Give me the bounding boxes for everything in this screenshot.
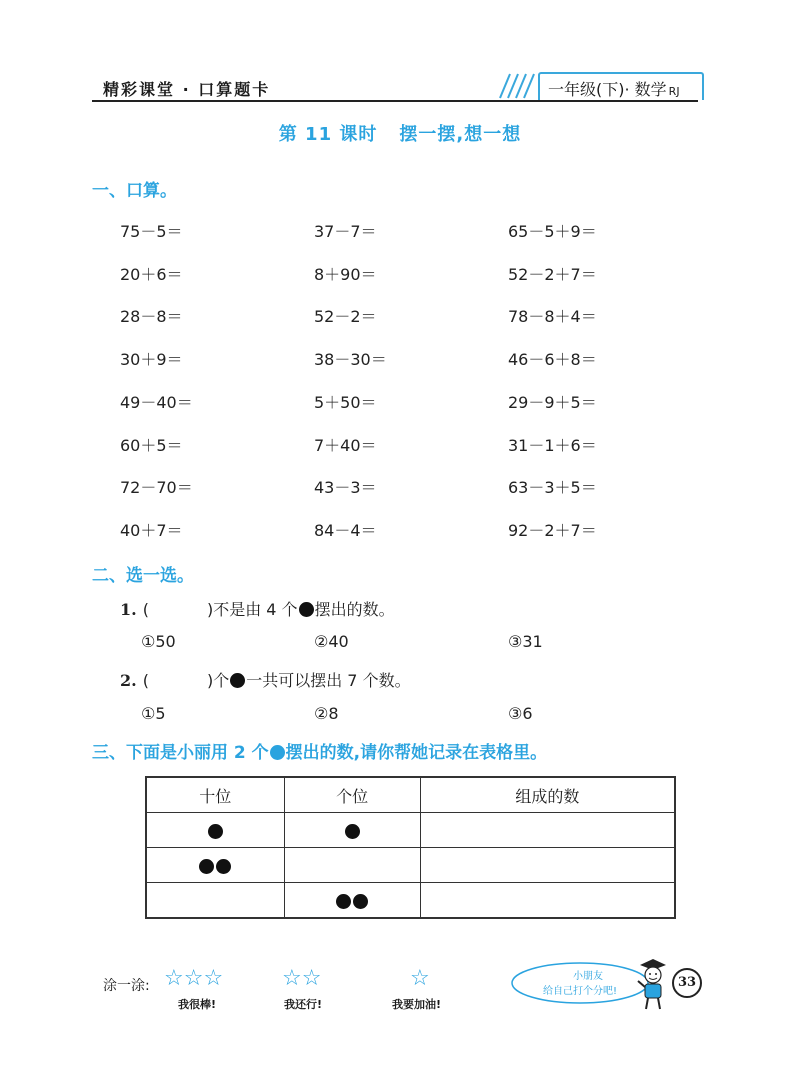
oral-calc-problem: 31－1＋6＝ xyxy=(508,436,597,455)
q2-option-1[interactable]: ①5 xyxy=(141,704,166,723)
book-title: 精彩课堂 · 口算题卡 xyxy=(103,80,271,99)
header-number: 组成的数 xyxy=(420,777,675,813)
star-group-2[interactable] xyxy=(282,966,321,991)
star-icon[interactable]: ☆ xyxy=(301,966,322,991)
tens-cell xyxy=(146,848,284,883)
oral-calc-problem: 52－2＝ xyxy=(314,307,377,326)
bead-icon xyxy=(270,745,285,760)
table-row xyxy=(146,813,675,848)
bead-icon xyxy=(345,824,360,839)
section-table-title-b: 摆出的数,请你帮她记录在表格里。 xyxy=(285,743,548,763)
oral-calc-problem: 43－3＝ xyxy=(314,478,377,497)
oral-calc-problem: 63－3＋5＝ xyxy=(508,478,597,497)
oral-calc-problem: 52－2＋7＝ xyxy=(508,265,597,284)
q2-option-3[interactable]: ③6 xyxy=(508,704,533,723)
oral-calc-problem: 38－30＝ xyxy=(314,350,387,369)
bead-icon xyxy=(216,859,231,874)
tens-cell xyxy=(146,883,284,919)
caption-ok: 我还行! xyxy=(284,998,323,1011)
grade-subject: 一年级(下)· 数学 RJ xyxy=(548,80,680,99)
oral-calc-problem: 65－5＋9＝ xyxy=(508,222,597,241)
place-value-table xyxy=(145,776,676,919)
header-slashes-decoration xyxy=(492,70,538,100)
star-icon[interactable]: ☆ xyxy=(410,966,430,991)
q1-option-1[interactable]: ①50 xyxy=(141,632,176,651)
answer-close-paren: ) xyxy=(206,600,214,619)
bead-icon xyxy=(353,894,368,909)
bead-icon xyxy=(230,673,245,688)
question-1 xyxy=(120,597,395,620)
oral-calc-problem: 29－9＋5＝ xyxy=(508,393,597,412)
oral-calc-problem: 46－6＋8＝ xyxy=(508,350,597,369)
oral-calc-problem: 78－8＋4＝ xyxy=(508,307,597,326)
table-row xyxy=(146,883,675,919)
question-2-text-a: 个 xyxy=(213,671,230,690)
q1-option-2[interactable]: ②40 xyxy=(314,632,349,651)
bubble-line-2: 给自己打个分吧! xyxy=(542,986,618,997)
star-group-1[interactable] xyxy=(410,966,430,991)
bubble-line-1: 小朋友 xyxy=(573,971,603,982)
ones-cell xyxy=(284,848,420,883)
answer-open-paren: ( xyxy=(142,600,149,619)
lesson-name: 摆一摆,想一想 xyxy=(399,124,522,145)
oral-calc-problem: 7＋40＝ xyxy=(314,436,377,455)
section-oral-calc-title: 一、口算。 xyxy=(92,181,177,201)
caption-great: 我很棒! xyxy=(178,998,217,1011)
question-1-text-b: 摆出的数。 xyxy=(314,600,395,619)
section-table-title xyxy=(92,738,547,763)
table-header-row xyxy=(146,777,675,813)
ones-cell xyxy=(284,813,420,848)
star-group-3[interactable] xyxy=(164,966,223,991)
answer-close-paren: ) xyxy=(206,671,214,690)
star-icon[interactable]: ☆ xyxy=(164,966,184,991)
lesson-title xyxy=(0,120,800,146)
caption-try-harder: 我要加油! xyxy=(392,998,442,1011)
header-ones: 个位 xyxy=(284,777,420,813)
q2-option-2[interactable]: ②8 xyxy=(314,704,339,723)
edition-code: RJ xyxy=(668,85,680,98)
number-answer-cell[interactable] xyxy=(420,848,675,883)
table-row xyxy=(146,848,675,883)
star-icon[interactable]: ☆ xyxy=(183,966,204,991)
question-2-text-b: 一共可以摆出 7 个数。 xyxy=(246,671,411,690)
oral-calc-problem: 40＋7＝ xyxy=(120,521,183,540)
oral-calc-problem: 75－5＝ xyxy=(120,222,183,241)
question-2-number: 2. xyxy=(120,671,137,690)
section-choose-title: 二、选一选。 xyxy=(92,566,194,586)
question-1-text-a: 不是由 4 个 xyxy=(213,600,298,619)
ones-cell xyxy=(284,883,420,919)
oral-calc-problem: 5＋50＝ xyxy=(314,393,377,412)
section-table-title-a: 三、下面是小丽用 2 个 xyxy=(92,743,269,763)
question-2 xyxy=(120,668,411,691)
header-tens: 十位 xyxy=(146,777,284,813)
oral-calc-problem: 37－7＝ xyxy=(314,222,377,241)
oral-calc-problem: 8＋90＝ xyxy=(314,265,377,284)
oral-calc-problem: 60＋5＝ xyxy=(120,436,183,455)
bead-icon xyxy=(336,894,351,909)
bead-icon xyxy=(208,824,223,839)
bead-icon xyxy=(199,859,214,874)
oral-calc-problem: 72－70＝ xyxy=(120,478,193,497)
oral-calc-problem: 28－8＝ xyxy=(120,307,183,326)
oral-calc-problem: 20＋6＝ xyxy=(120,265,183,284)
oral-calc-problem: 92－2＋7＝ xyxy=(508,521,597,540)
tens-cell xyxy=(146,813,284,848)
color-in-label: 涂一涂: xyxy=(103,978,150,994)
page-number: 33 xyxy=(672,968,702,998)
question-1-number: 1. xyxy=(120,600,137,619)
star-icon[interactable]: ☆ xyxy=(282,966,302,991)
student-mascot-icon xyxy=(636,955,670,1013)
bead-icon xyxy=(299,602,314,617)
lesson-number: 第 11 课时 xyxy=(278,124,378,145)
number-answer-cell[interactable] xyxy=(420,883,675,919)
star-icon[interactable]: ☆ xyxy=(203,966,224,991)
oral-calc-problem: 84－4＝ xyxy=(314,521,377,540)
speech-bubble xyxy=(510,960,655,1006)
oral-calc-problem: 30＋9＝ xyxy=(120,350,183,369)
header-rule xyxy=(92,100,698,102)
answer-open-paren: ( xyxy=(142,671,149,690)
oral-calc-problem: 49－40＝ xyxy=(120,393,193,412)
number-answer-cell[interactable] xyxy=(420,813,675,848)
q1-option-3[interactable]: ③31 xyxy=(508,632,543,651)
